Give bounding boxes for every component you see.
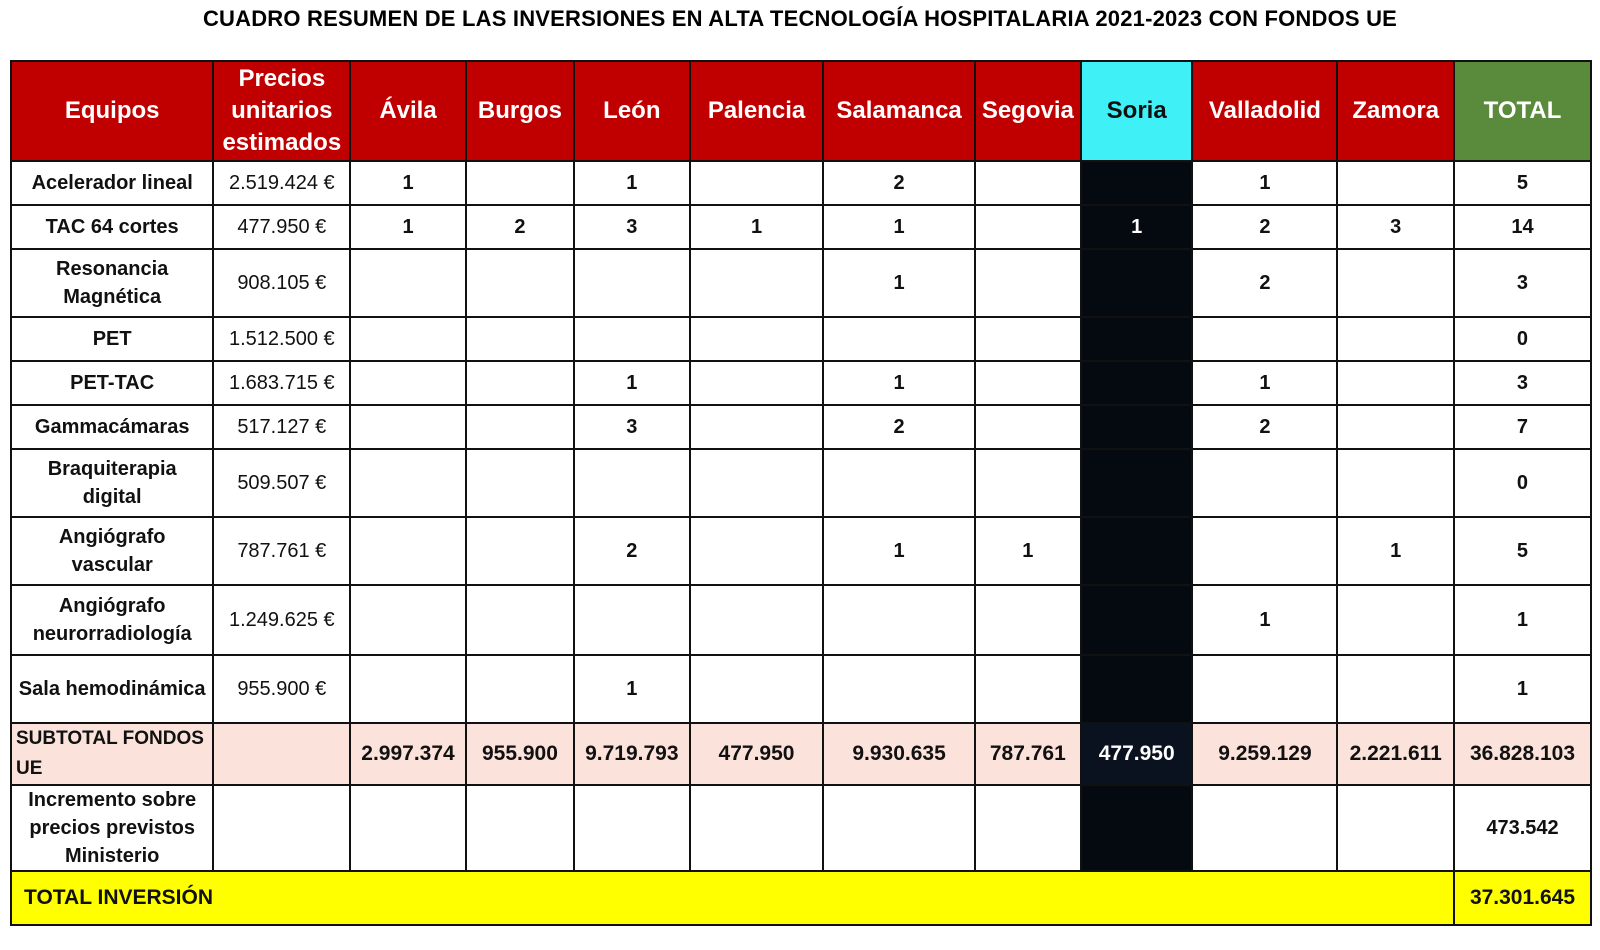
count-avila (350, 249, 465, 317)
count-avila: 1 (350, 205, 465, 249)
count-salamanca (823, 585, 974, 655)
count-avila (350, 517, 465, 585)
count-zamora (1337, 585, 1454, 655)
count-avila (350, 405, 465, 449)
count-segovia (975, 161, 1081, 205)
count-valladolid (1192, 449, 1337, 517)
count-valladolid: 1 (1192, 361, 1337, 405)
unit-price: 2.519.424 € (213, 161, 350, 205)
count-soria (1081, 405, 1192, 449)
count-salamanca: 1 (823, 249, 974, 317)
header-leon: León (574, 61, 689, 161)
table-row (11, 361, 1591, 405)
equipment-name: Acelerador lineal (11, 161, 213, 205)
count-total: 5 (1454, 517, 1591, 585)
count-total: 0 (1454, 317, 1591, 361)
count-leon (574, 585, 689, 655)
count-segovia (975, 585, 1081, 655)
table-title: CUADRO RESUMEN DE LAS INVERSIONES EN ALTA TECNOLOGÍA HOSPITALARIA 2021-2023 CON FONDOS UE (202, 6, 1398, 31)
incremento-soria-cell (1081, 785, 1192, 871)
count-total: 3 (1454, 361, 1591, 405)
table-row (11, 205, 1591, 249)
count-palencia (690, 655, 824, 723)
count-leon (574, 317, 689, 361)
count-total: 0 (1454, 449, 1591, 517)
table-row (11, 585, 1591, 655)
count-total: 5 (1454, 161, 1591, 205)
count-palencia (690, 405, 824, 449)
unit-price: 1.249.625 € (213, 585, 350, 655)
equipment-name: Resonancia Magnética (11, 249, 213, 317)
count-burgos (466, 161, 574, 205)
header-equipos: Equipos (11, 61, 213, 161)
incremento-row (11, 785, 1591, 871)
count-segovia: 1 (975, 517, 1081, 585)
unit-price: 1.683.715 € (213, 361, 350, 405)
subtotal-price (213, 723, 350, 785)
count-leon (574, 449, 689, 517)
count-salamanca: 2 (823, 161, 974, 205)
equipment-name: TAC 64 cortes (11, 205, 213, 249)
header-salamanca: Salamanca (823, 61, 974, 161)
subtotal-segovia: 787.761 (975, 723, 1081, 785)
count-avila (350, 317, 465, 361)
subtotal-burgos: 955.900 (466, 723, 574, 785)
count-segovia (975, 205, 1081, 249)
count-soria: 1 (1081, 205, 1192, 249)
subtotal-soria: 477.950 (1081, 723, 1192, 785)
count-segovia (975, 405, 1081, 449)
count-burgos (466, 517, 574, 585)
header-total: TOTAL (1454, 61, 1591, 161)
header-zamora: Zamora (1337, 61, 1454, 161)
table-row (11, 161, 1591, 205)
count-segovia (975, 449, 1081, 517)
subtotal-leon: 9.719.793 (574, 723, 689, 785)
incremento-total: 473.542 (1454, 785, 1591, 871)
count-valladolid: 2 (1192, 405, 1337, 449)
incremento-cell (1192, 785, 1337, 871)
subtotal-total: 36.828.103 (1454, 723, 1591, 785)
count-leon (574, 249, 689, 317)
count-salamanca: 1 (823, 517, 974, 585)
count-salamanca: 2 (823, 405, 974, 449)
incremento-cell (574, 785, 689, 871)
table-row (11, 317, 1591, 361)
subtotal-row (11, 723, 1591, 785)
count-valladolid: 2 (1192, 249, 1337, 317)
incremento-cell (350, 785, 465, 871)
count-salamanca (823, 317, 974, 361)
table-body (11, 161, 1591, 925)
count-salamanca (823, 449, 974, 517)
count-segovia (975, 249, 1081, 317)
count-salamanca: 1 (823, 361, 974, 405)
count-soria (1081, 361, 1192, 405)
header-segovia: Segovia (975, 61, 1081, 161)
count-burgos (466, 249, 574, 317)
count-palencia: 1 (690, 205, 824, 249)
count-zamora (1337, 249, 1454, 317)
subtotal-valladolid: 9.259.129 (1192, 723, 1337, 785)
total-inversion-filler (350, 871, 1454, 925)
count-palencia (690, 161, 824, 205)
count-soria (1081, 161, 1192, 205)
equipment-name: Angiógrafo neurorradiología (11, 585, 213, 655)
investment-table (10, 60, 1592, 926)
count-soria (1081, 655, 1192, 723)
count-burgos (466, 585, 574, 655)
count-zamora (1337, 161, 1454, 205)
equipment-name: Braquiterapia digital (11, 449, 213, 517)
unit-price: 517.127 € (213, 405, 350, 449)
equipment-name: PET-TAC (11, 361, 213, 405)
count-avila (350, 449, 465, 517)
unit-price: 955.900 € (213, 655, 350, 723)
subtotal-avila: 2.997.374 (350, 723, 465, 785)
equipment-name: Gammacámaras (11, 405, 213, 449)
count-zamora (1337, 449, 1454, 517)
count-palencia (690, 585, 824, 655)
table-row (11, 249, 1591, 317)
unit-price: 477.950 € (213, 205, 350, 249)
count-soria (1081, 449, 1192, 517)
count-avila (350, 655, 465, 723)
count-total: 14 (1454, 205, 1591, 249)
table-row (11, 449, 1591, 517)
count-burgos (466, 405, 574, 449)
count-segovia (975, 361, 1081, 405)
count-leon: 2 (574, 517, 689, 585)
count-burgos (466, 655, 574, 723)
incremento-cell (466, 785, 574, 871)
equipment-name: PET (11, 317, 213, 361)
count-avila (350, 361, 465, 405)
count-soria (1081, 585, 1192, 655)
incremento-cell (1337, 785, 1454, 871)
unit-price: 787.761 € (213, 517, 350, 585)
count-total: 1 (1454, 655, 1591, 723)
count-valladolid (1192, 517, 1337, 585)
incremento-cell (823, 785, 974, 871)
header-burgos: Burgos (466, 61, 574, 161)
count-avila (350, 585, 465, 655)
unit-price: 1.512.500 € (213, 317, 350, 361)
incremento-cell (975, 785, 1081, 871)
count-total: 7 (1454, 405, 1591, 449)
equipment-name: Angiógrafo vascular (11, 517, 213, 585)
total-inversion-value: 37.301.645 (1454, 871, 1591, 925)
header-palencia: Palencia (690, 61, 824, 161)
count-leon: 3 (574, 205, 689, 249)
count-leon: 1 (574, 361, 689, 405)
count-palencia (690, 449, 824, 517)
count-total: 3 (1454, 249, 1591, 317)
count-palencia (690, 517, 824, 585)
count-burgos (466, 361, 574, 405)
incremento-cell (213, 785, 350, 871)
count-zamora: 3 (1337, 205, 1454, 249)
count-zamora (1337, 317, 1454, 361)
count-palencia (690, 249, 824, 317)
count-valladolid (1192, 317, 1337, 361)
table-row (11, 655, 1591, 723)
total-inversion-label: TOTAL INVERSIÓN (11, 871, 350, 925)
count-leon: 1 (574, 655, 689, 723)
count-palencia (690, 361, 824, 405)
header-avila: Ávila (350, 61, 465, 161)
equipment-name: Sala hemodinámica (11, 655, 213, 723)
count-leon: 3 (574, 405, 689, 449)
count-salamanca: 1 (823, 205, 974, 249)
table-row (11, 517, 1591, 585)
count-palencia (690, 317, 824, 361)
count-soria (1081, 249, 1192, 317)
subtotal-label: SUBTOTAL FONDOS UE (11, 723, 213, 785)
count-zamora: 1 (1337, 517, 1454, 585)
header-row (11, 61, 1591, 161)
count-salamanca (823, 655, 974, 723)
count-valladolid (1192, 655, 1337, 723)
count-valladolid: 2 (1192, 205, 1337, 249)
count-soria (1081, 317, 1192, 361)
count-burgos: 2 (466, 205, 574, 249)
incremento-cell (690, 785, 824, 871)
count-total: 1 (1454, 585, 1591, 655)
subtotal-palencia: 477.950 (690, 723, 824, 785)
header-precios: Precios unitarios estimados (213, 61, 350, 161)
header-valladolid: Valladolid (1192, 61, 1337, 161)
count-burgos (466, 317, 574, 361)
table-row (11, 405, 1591, 449)
count-leon: 1 (574, 161, 689, 205)
subtotal-salamanca: 9.930.635 (823, 723, 974, 785)
count-valladolid: 1 (1192, 585, 1337, 655)
count-zamora (1337, 655, 1454, 723)
count-valladolid: 1 (1192, 161, 1337, 205)
header-soria: Soria (1081, 61, 1192, 161)
count-segovia (975, 317, 1081, 361)
incremento-label: Incremento sobre precios previstos Ministerio (11, 785, 213, 871)
count-zamora (1337, 405, 1454, 449)
unit-price: 509.507 € (213, 449, 350, 517)
unit-price: 908.105 € (213, 249, 350, 317)
count-segovia (975, 655, 1081, 723)
subtotal-zamora: 2.221.611 (1337, 723, 1454, 785)
count-avila: 1 (350, 161, 465, 205)
count-soria (1081, 517, 1192, 585)
count-zamora (1337, 361, 1454, 405)
count-burgos (466, 449, 574, 517)
total-inversion-row (11, 871, 1591, 925)
